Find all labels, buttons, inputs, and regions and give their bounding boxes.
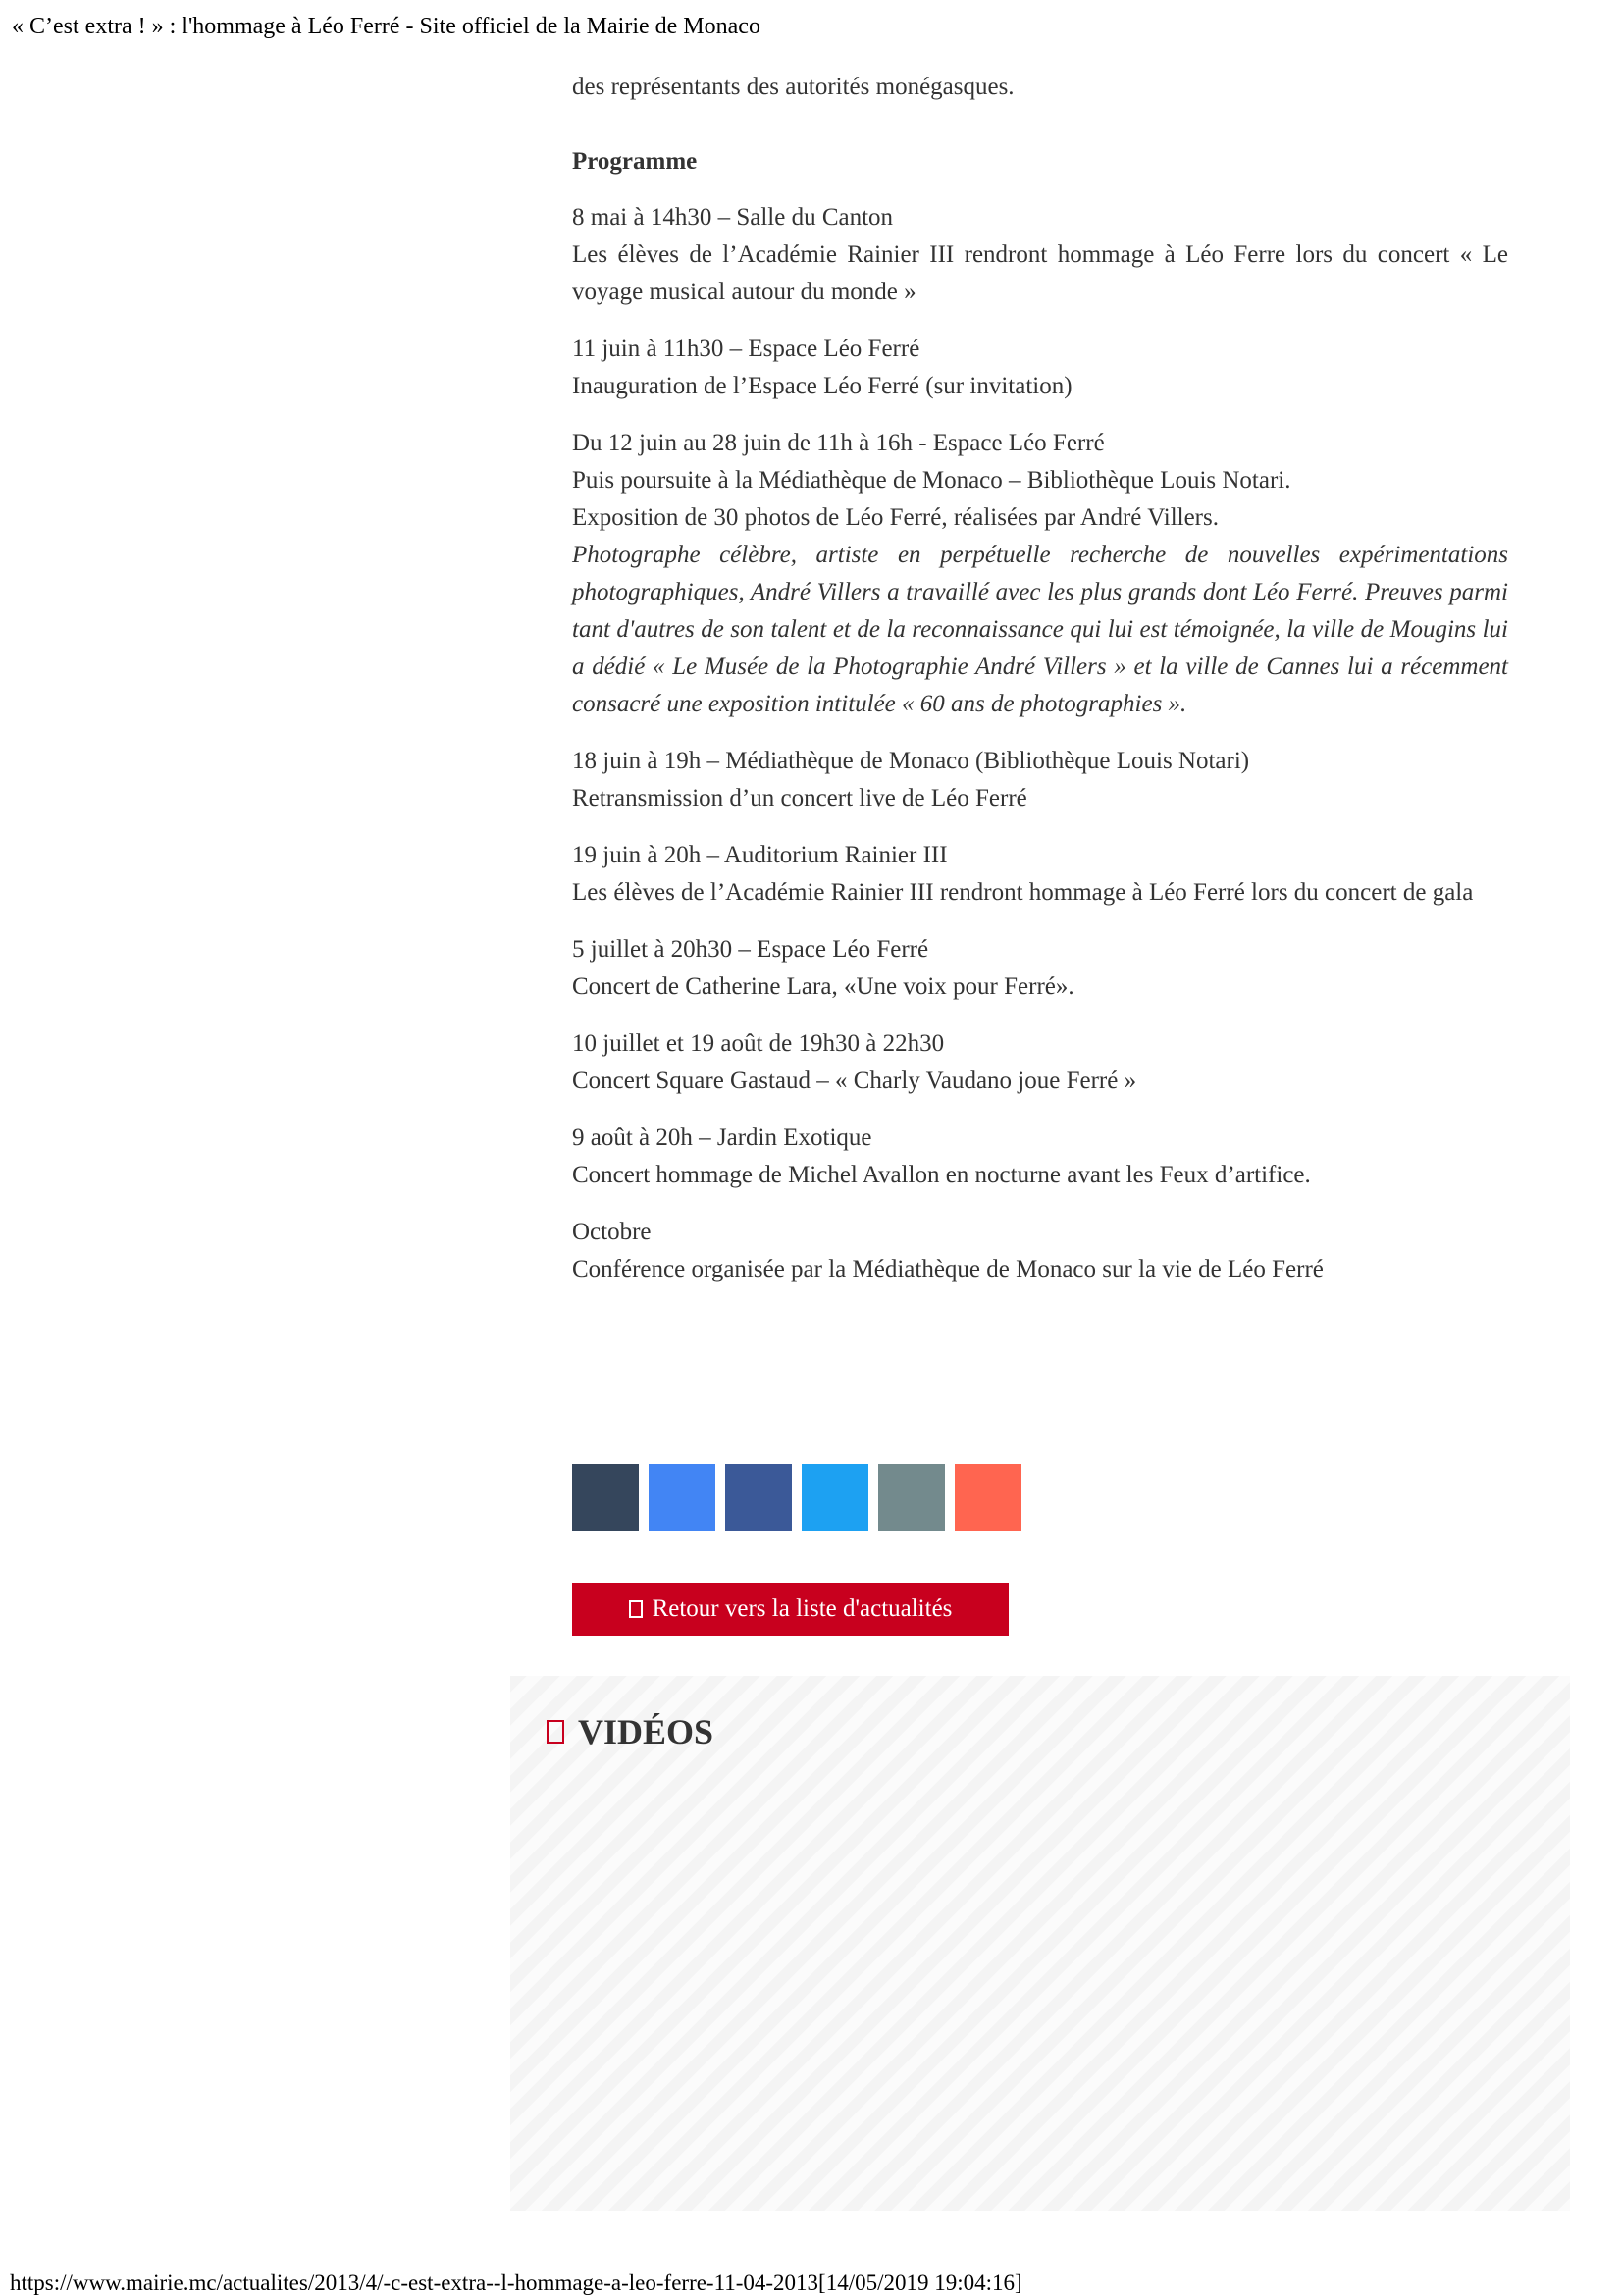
event-date-line: 11 juin à 11h30 – Espace Léo Ferré <box>572 336 920 362</box>
event-description-line: Concert Square Gastaud – « Charly Vaudano joue Ferré » <box>572 1068 1137 1094</box>
event-date-line: 19 juin à 20h – Auditorium Rainier III <box>572 842 948 868</box>
event-date-line: 18 juin à 19h – Médiathèque de Monaco (Bibliothèque Louis Notari) <box>572 748 1250 774</box>
article-intro: des représentants des autorités monégasques. <box>572 74 1015 100</box>
print-header-title: « C’est extra ! » : l'hommage à Léo Ferré - Site officiel de la Mairie de Monaco <box>12 14 760 39</box>
arrow-left-icon <box>629 1600 643 1618</box>
videos-title: VIDÉOS <box>578 1712 714 1751</box>
event-date-line: 8 mai à 14h30 – Salle du Canton <box>572 204 894 231</box>
event-item <box>572 931 1508 1006</box>
print-icon[interactable] <box>955 1464 1021 1531</box>
event-item <box>572 199 1508 311</box>
event-description-line: Concert hommage de Michel Avallon en nocturne avant les Feux d’artifice. <box>572 1162 1311 1188</box>
event-description-line: Les élèves de l’Académie Rainier III rendront hommage à Léo Ferré lors du concert de gala <box>572 879 1474 906</box>
event-date-line: Octobre <box>572 1219 652 1245</box>
back-to-news-button[interactable] <box>572 1583 1009 1636</box>
event-item <box>572 743 1508 817</box>
event-date-line: 5 juillet à 20h30 – Espace Léo Ferré <box>572 936 929 963</box>
event-item <box>572 1120 1508 1194</box>
event-description-line: Concert de Catherine Lara, «Une voix pour Ferré». <box>572 973 1074 1000</box>
event-description-line: Puis poursuite à la Médiathèque de Monaco – Bibliothèque Louis Notari. <box>572 467 1291 494</box>
videos-heading <box>547 1711 713 1752</box>
event-date-line: 10 juillet et 19 août de 19h30 à 22h30 <box>572 1030 945 1057</box>
twitter-icon[interactable] <box>802 1464 868 1531</box>
event-description-line: Inauguration de l’Espace Léo Ferré (sur invitation) <box>572 373 1073 399</box>
event-item <box>572 1025 1508 1100</box>
event-description-line: Conférence organisée par la Médiathèque de Monaco sur la vie de Léo Ferré <box>572 1256 1324 1282</box>
videos-panel <box>510 1676 1570 2211</box>
event-list <box>572 199 1508 1288</box>
video-icon <box>547 1720 564 1744</box>
event-date-line: 9 août à 20h – Jardin Exotique <box>572 1124 872 1151</box>
share-bar <box>572 1464 1021 1531</box>
event-item <box>572 1214 1508 1288</box>
event-item <box>572 425 1508 723</box>
print-footer-url: https://www.mairie.mc/actualites/2013/4/-c-est-extra--l-hommage-a-leo-ferre-11-04-2013[14/05/2019 19:04:16] <box>10 2270 1022 2295</box>
back-button-label: Retour vers la liste d'actualités <box>652 1595 953 1622</box>
share-icon[interactable] <box>572 1464 639 1531</box>
event-date-line: Du 12 juin au 28 juin de 11h à 16h - Espace Léo Ferré <box>572 430 1105 456</box>
programme-heading: Programme <box>572 148 698 175</box>
email-icon[interactable] <box>878 1464 945 1531</box>
event-item <box>572 837 1508 912</box>
event-italic-note: Photographe célèbre, artiste en perpétuelle recherche de nouvelles expérimentations photographiques, André Villers a travaillé avec les plus grands dont Léo Ferré. Preuves parmi tant d'autres de son talent et de la reconnaissance qui lui est témoignée, la ville de Mougins lui a dédié « Le Musée de la Photographie André Villers » et la ville de Cannes lui a récemment consacré une exposition intitulée « 60 ans de photographies ». <box>572 542 1508 717</box>
event-description-line: Les élèves de l’Académie Rainier III rendront hommage à Léo Ferre lors du concert « Le voyage musical autour du monde » <box>572 241 1508 305</box>
event-description-line: Retransmission d’un concert live de Léo Ferré <box>572 785 1027 811</box>
event-description-line: Exposition de 30 photos de Léo Ferré, réalisées par André Villers. <box>572 504 1219 531</box>
google-plus-icon[interactable] <box>649 1464 715 1531</box>
facebook-icon[interactable] <box>725 1464 792 1531</box>
article-content <box>572 69 1508 1308</box>
event-item <box>572 331 1508 405</box>
